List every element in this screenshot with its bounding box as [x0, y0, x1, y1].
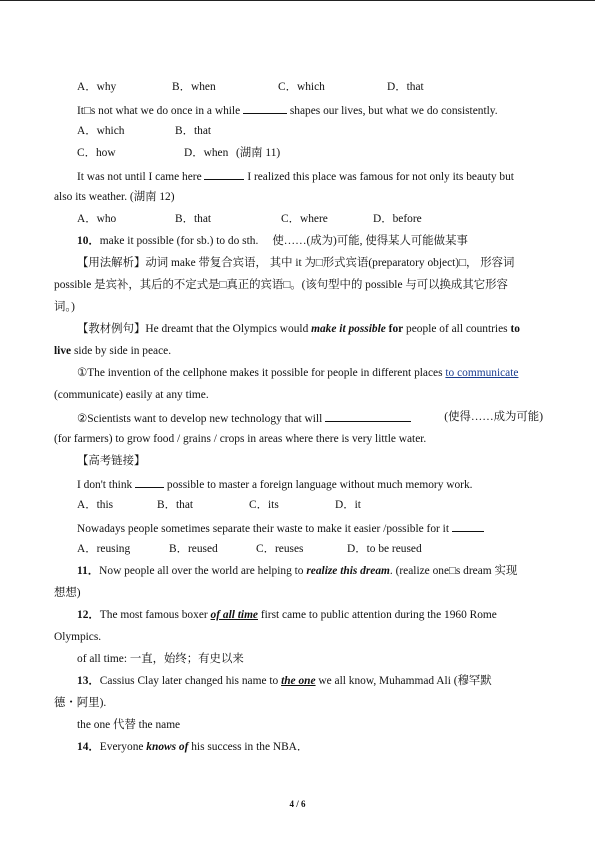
option-a: A．who — [77, 213, 117, 225]
option-d: D．that — [387, 81, 424, 93]
option-b: B．when — [172, 81, 216, 93]
gaokao-label: 【高考链接】 — [77, 455, 146, 467]
example-line-cont: live side by side in peace. — [54, 345, 172, 357]
option-b: B．reused — [169, 543, 218, 555]
answer-blank — [204, 168, 244, 180]
page-number: 4 / 6 — [289, 799, 306, 809]
question-text-cont: also its weather. (湖南 12) — [54, 191, 175, 203]
usage-label: 【用法解析】 — [77, 257, 146, 269]
item-13-cont: 德・阿里). — [54, 697, 107, 709]
item-11: 11．Now people all over the world are helping to realize this dream. (realize one□s dream 实现 — [77, 565, 518, 577]
question-text: It was not until I came here I realized this place was famous for not only its beauty but — [77, 168, 543, 184]
option-a: A．which — [77, 125, 125, 137]
option-c: C．where — [281, 213, 328, 225]
option-b: B．that — [157, 499, 194, 511]
item-10-heading: 10．make it possible (for sb.) to do sth. 使……(成为)可能, 使得某人可能做某事 — [77, 235, 468, 247]
usage-line: possible 是宾补，其后的不定式是□真正的宾语□。(该句型中的 possible 与可以换成其它形容 — [54, 279, 508, 291]
exercise-sentence-1-cont: (communicate) easily at any time. — [54, 389, 209, 401]
option-c: C．reuses — [256, 543, 304, 555]
usage-line: 【用法解析】动词 make 带复合宾语， 其中 it 为□形式宾语(preparatory object)□， 形容词 — [77, 257, 515, 269]
option-b: B．that — [175, 125, 212, 137]
answer-blank — [452, 520, 484, 532]
item-13-note: the one 代替 the name — [77, 719, 181, 731]
item-12: 12．The most famous boxer of all time first came to public attention during the 1960 Rome — [77, 609, 497, 621]
option-d: D．when — [184, 147, 229, 159]
option-d: D．before — [373, 213, 422, 225]
item-12-note: of all time: 一直，始终；有史以来 — [77, 653, 244, 665]
option-a: A．this — [77, 499, 114, 511]
option-d: D．to be reused — [347, 543, 422, 555]
question-text: I don't think possible to master a foreign language without much memory work. — [77, 476, 543, 492]
source-note: (湖南 11) — [236, 147, 281, 159]
option-a: A．why — [77, 81, 117, 93]
option-c: C．how — [77, 147, 116, 159]
exercise-sentence-1: ①The invention of the cellphone makes it possible for people in different places to communicate — [77, 367, 519, 379]
option-a: A．reusing — [77, 543, 131, 555]
option-c: C．its — [249, 499, 279, 511]
question-text: It□s not what we do once in a while shapes our lives, but what we do consistently. — [77, 102, 543, 118]
item-12-cont: Olympics. — [54, 631, 102, 643]
option-c: C．which — [278, 81, 325, 93]
exercise-sentence-2: ②Scientists want to develop new technology that will (使得……成为可能) — [77, 411, 543, 425]
example-line: 【教材例句】He dreamt that the Olympics would make it possible for people of all countries to — [77, 323, 520, 335]
item-14: 14．Everyone knows of his success in the NBA． — [77, 741, 309, 753]
answer-blank — [243, 102, 287, 114]
option-d: D．it — [335, 499, 361, 511]
answer-link[interactable]: to communicate — [445, 367, 519, 379]
item-13: 13．Cassius Clay later changed his name to the one we all know, Muhammad Ali (穆罕默 — [77, 675, 492, 687]
usage-line: 词。) — [54, 301, 75, 313]
example-label: 【教材例句】 — [77, 323, 146, 335]
answer-blank — [135, 476, 164, 488]
item-11-cont: 想想) — [54, 587, 81, 599]
top-rule — [0, 0, 595, 1]
exercise-sentence-2-cont: (for farmers) to grow food / grains / crops in areas where there is very little water. — [54, 433, 427, 445]
answer-blank — [325, 410, 411, 422]
question-text: Nowadays people sometimes separate their waste to make it easier /possible for it — [77, 520, 543, 536]
option-b: B．that — [175, 213, 212, 225]
